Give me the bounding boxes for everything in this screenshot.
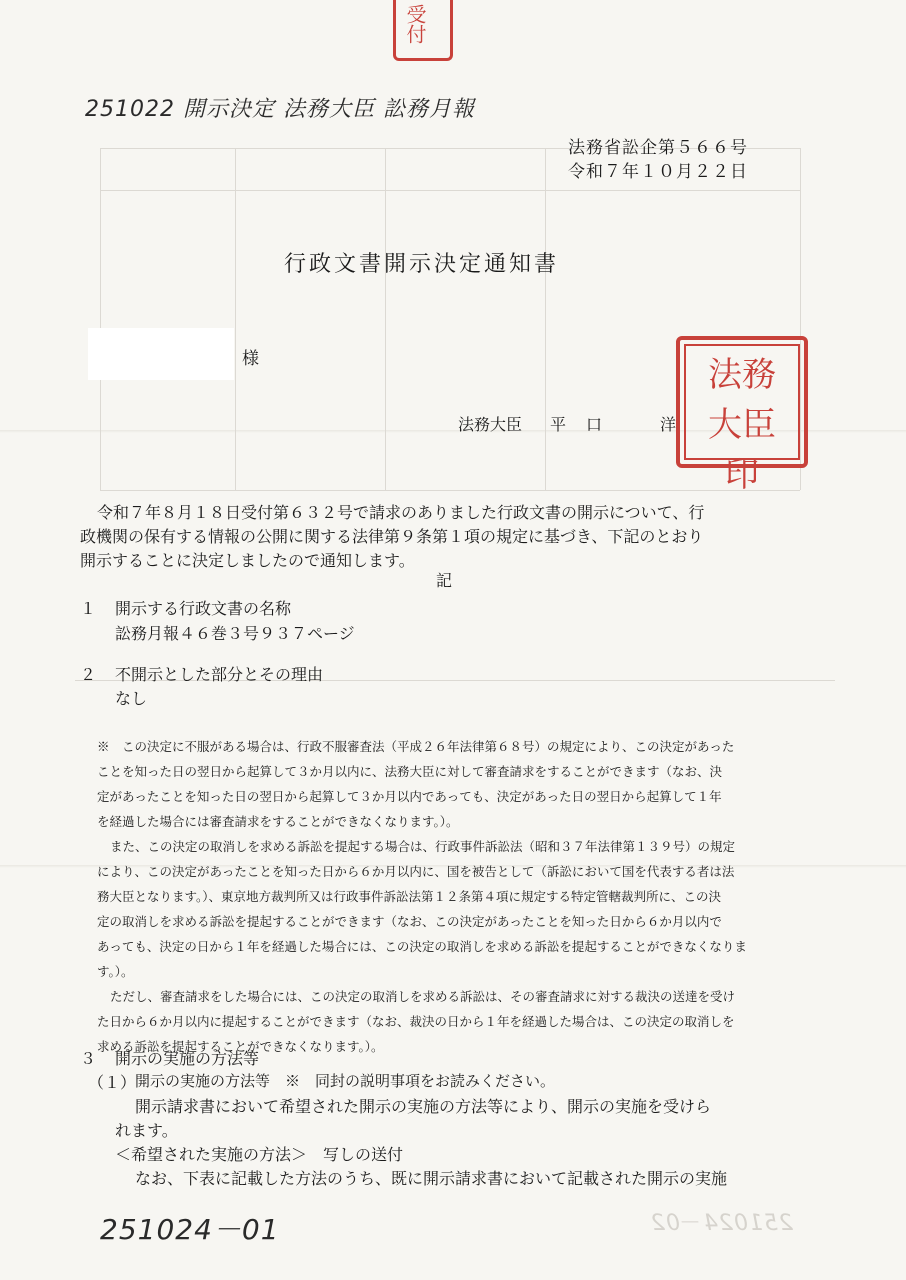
note-line: 務大臣となります。）、東京地方裁判所又は行政事件訴訟法第１２条第４項に規定する特定管轄裁判所に、この決: [97, 889, 722, 904]
redacted-recipient-name: [88, 328, 234, 380]
note-line: また、この決定の取消しを求める訴訟を提起する場合は、行政事件訴訟法（昭和３７年法律第１３９号）の規定: [110, 839, 736, 854]
section-3-text-2: れます。: [115, 1121, 178, 1140]
minister-seal: [676, 336, 808, 495]
issuer-name-3: 洋: [660, 415, 677, 434]
section-2-value: なし: [115, 689, 148, 708]
recipient-honorific: 様: [242, 349, 259, 369]
note-line: す。）。: [97, 964, 134, 979]
note-line: ※ この決定に不服がある場合は、行政不服審査法（平成２６年法律第６８号）の規定により、この決定があった: [97, 739, 735, 754]
note-line: を経過した場合には審査請求をすることができなくなります。）。: [97, 814, 459, 829]
note-line: ただし、審査請求をした場合には、この決定の取消しを求める訴訟は、その審査請求に対する裁決の送達を受け: [110, 989, 736, 1004]
received-seal: [393, 0, 453, 61]
note-line: 定があったことを知った日の翌日から起算して３か月以内であっても、決定があった日の翌日から起算して１年: [97, 789, 722, 804]
preferred-method: ＜希望された実施の方法＞ 写しの送付: [115, 1145, 404, 1164]
minister-seal-text: 法務大臣印: [708, 355, 776, 495]
page-title: 行政文書開示決定通知書: [284, 252, 560, 277]
section-3-1-number: （１）: [88, 1073, 137, 1092]
section-2-number: ２: [80, 665, 97, 684]
intro-line-3: 開示することに決定しましたので通知します。: [80, 551, 415, 570]
note-line: ことを知った日の翌日から起算して３か月以内に、法務大臣に対して審査請求をすることができます（なお、決: [97, 764, 723, 779]
section-2-heading: 不開示とした部分とその理由: [115, 665, 324, 684]
handwritten-top-note: 251022 開示決定 法務大臣 訟務月報: [85, 97, 475, 122]
intro-line-1: 令和７年８月１８日受付第６３２号で請求のありました行政文書の開示について、行: [97, 503, 705, 522]
section-1-number: １: [80, 599, 97, 618]
section-3-text-1: 開示請求書において希望された開示の実施の方法等により、開示の実施を受けら: [135, 1097, 712, 1116]
document-number: 法務省訟企第５６６号: [568, 138, 748, 158]
section-3-1-heading: 開示の実施の方法等 ※ 同封の説明事項をお読みください。: [135, 1072, 556, 1090]
note-line: 求める訴訟を提起することができなくなります。）。: [97, 1039, 384, 1054]
note-line: た日から６か月以内に提起することができます（なお、裁決の日から１年を経過した場合は、この決定の取消しを: [97, 1014, 735, 1029]
issuer-title: 法務大臣: [458, 415, 523, 434]
issuer-name-1: 平: [550, 415, 567, 434]
note-line: あっても、決定の日から１年を経過した場合には、この決定の取消しを求める訴訟を提起することができなくなりま: [97, 939, 747, 954]
section-3-heading: 開示の実施の方法等: [115, 1049, 260, 1068]
section-1-heading: 開示する行政文書の名称: [115, 599, 292, 618]
handwritten-bottom-note: 251024－01: [100, 1213, 280, 1246]
section-3-number: ３: [80, 1049, 97, 1068]
issuer-name-2: 口: [586, 415, 603, 434]
intro-line-2: 政機関の保有する情報の公開に関する法律第９条第１項の規定に基づき、下記のとおり: [80, 527, 704, 546]
section-1-value: 訟務月報４６巻３号９３７ページ: [115, 624, 355, 643]
received-seal-text: 受付: [403, 4, 427, 44]
document-date: 令和７年１０月２２日: [568, 162, 748, 182]
note-line: 定の取消しを求める訴訟を提起することができます（なお、この決定があったことを知った日から６か月以内で: [97, 914, 722, 929]
section-3-text-3: なお、下表に記載した方法のうち、既に開示請求書において記載された開示の実施: [135, 1169, 728, 1188]
ki-mark: 記: [436, 571, 453, 590]
bleed-through-note: 251024－02: [650, 1211, 793, 1236]
note-line: により、この決定があったことを知った日から６か月以内に、国を被告として（訴訟において国を代表する者は法: [97, 864, 735, 879]
